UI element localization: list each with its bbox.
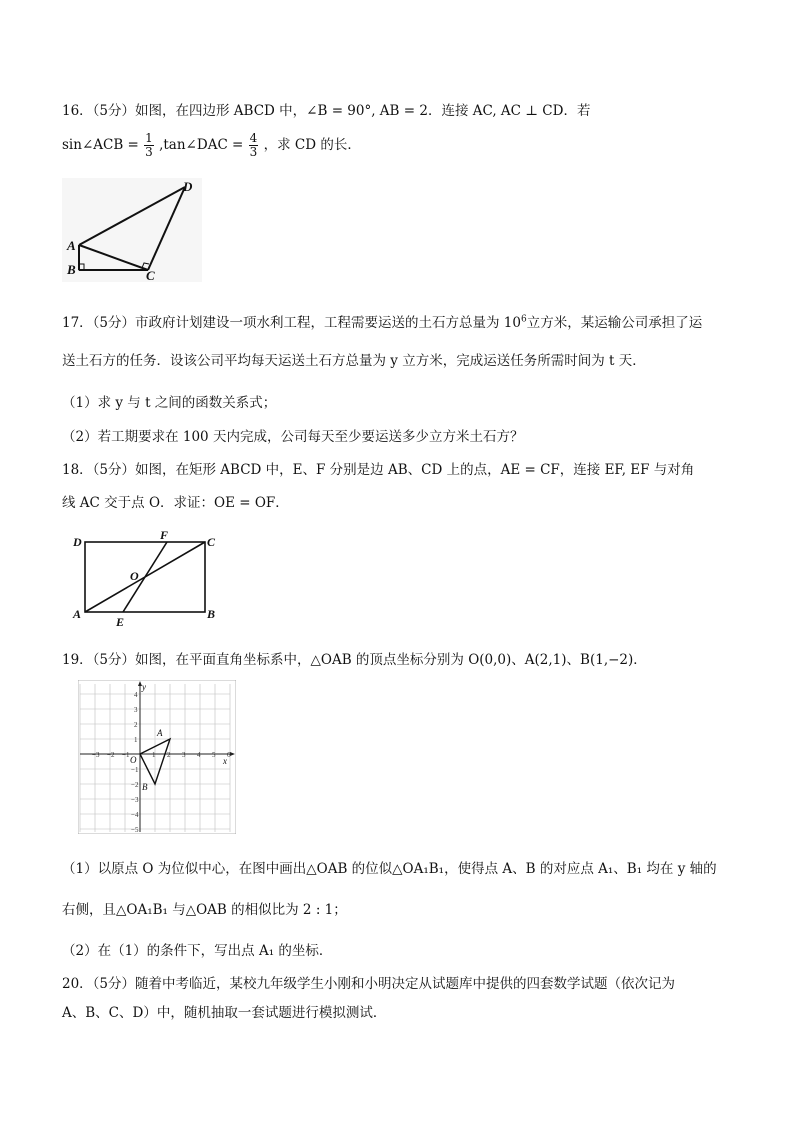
q19-y-tick-label: 3 <box>134 706 138 714</box>
q19-x-tick-label: 2 <box>167 751 171 759</box>
q16-figure <box>62 178 202 282</box>
q16-sin-prefix: sin∠ACB = <box>62 137 139 153</box>
q19-label-y: y <box>142 682 146 692</box>
q19-x-tick-label: 5 <box>212 751 216 759</box>
q17-line2: 送土石方的任务．设该公司平均每天运送土石方总量为 y 立方米，完成运送任务所需时间为 t 天． <box>62 353 646 369</box>
q16-label-c: C <box>146 268 155 282</box>
q19-label-o: O <box>130 755 137 765</box>
q20-line2: A、B、C、D）中，随机抽取一套试题进行模拟测试． <box>62 1005 387 1021</box>
q19-y-tick-label: −3 <box>131 796 139 804</box>
q16-sin-num: 1 <box>145 131 153 145</box>
q17-line1-a: 17．（5分）市政府计划建设一项水利工程，工程需要运送的土石方总量为 10 <box>62 315 521 331</box>
q19-y-tick-label: 4 <box>134 691 138 699</box>
q18-line1: 18．（5分）如图，在矩形 ABCD 中，E、F 分别是边 AB、CD 上的点，AE = CF，连接 EF, EF 与对角 <box>62 462 695 478</box>
q19-x-tick-label: −3 <box>92 751 100 759</box>
q19-x-tick-label: 1 <box>152 751 156 759</box>
q19-line1: 19．（5分）如图，在平面直角坐标系中，△OAB 的顶点坐标分别为 O(0,0)、A(2,1)、B(1,−2)． <box>62 652 647 668</box>
q17-exponent: 6 <box>521 314 527 325</box>
q16-label-d: D <box>183 179 193 194</box>
q19-x-tick-label: 4 <box>197 751 201 759</box>
q16-line2 <box>62 132 361 159</box>
q16-sin-den: 3 <box>145 145 153 159</box>
q18-figure <box>70 530 230 630</box>
q19-x-tick-label: 6 <box>227 751 231 759</box>
q16-label-b: B <box>67 262 76 277</box>
q19-y-tick-label: 1 <box>134 736 138 744</box>
q16-line1: 16．（5分）如图，在四边形 ABCD 中，∠B = 90°, AB = 2．连接 AC, AC ⊥ CD．若 <box>62 103 591 119</box>
q18-label-o: O <box>130 569 139 583</box>
q19-coordinate-grid <box>78 680 236 834</box>
q17-line1-b: 立方米，某运输公司承担了运 <box>526 315 703 331</box>
q18-label-e: E <box>116 615 125 629</box>
q17-line1 <box>62 311 702 331</box>
q19-y-tick-label: −2 <box>131 781 139 789</box>
q19-x-tick-label: 3 <box>182 751 186 759</box>
q16-tan-fraction <box>249 132 259 159</box>
q16-label-a: A <box>67 238 76 253</box>
q20-line1: 20．（5分）随着中考临近，某校九年级学生小刚和小明决定从试题库中提供的四套数学试题（依次记为 <box>62 976 676 992</box>
q19-label-x: x <box>223 756 227 766</box>
q19-y-tick-label: −4 <box>131 811 139 819</box>
q19-y-tick-label: −1 <box>131 766 139 774</box>
q16-tan-den: 3 <box>249 145 258 159</box>
q19-sub1-line2: 右侧，且△OA₁B₁ 与△OAB 的相似比为 2 : 1； <box>62 902 347 918</box>
q16-sin-fraction <box>144 132 154 159</box>
q16-tan-prefix: ,tan∠DAC = <box>159 137 244 153</box>
q19-label-a: A <box>157 728 163 738</box>
q19-label-b: B <box>142 782 148 792</box>
q18-line2: 线 AC 交于点 O．求证：OE = OF． <box>62 495 289 511</box>
q19-x-tick-label: −1 <box>122 751 130 759</box>
q18-label-b: B <box>207 607 216 621</box>
q18-label-c: C <box>207 535 216 549</box>
q16-tail: ，求 CD 的长． <box>263 137 361 153</box>
q18-label-d: D <box>73 535 82 549</box>
q19-sub2: （2）在（1）的条件下，写出点 A₁ 的坐标． <box>62 943 333 959</box>
q19-x-tick-label: −2 <box>107 751 115 759</box>
q19-sub1-line1: （1）以原点 O 为位似中心，在图中画出△OAB 的位似△OA₁B₁，使得点 A、B 的对应点 A₁、B₁ 均在 y 轴的 <box>62 861 717 877</box>
q16-tan-num: 4 <box>249 131 258 145</box>
q19-y-tick-label: −5 <box>131 826 139 834</box>
q17-sub2: （2）若工期要求在 100 天内完成，公司每天至少要运送多少立方米土石方？ <box>62 429 524 445</box>
q17-sub1: （1）求 y 与 t 之间的函数关系式； <box>62 395 277 411</box>
q18-label-a: A <box>73 607 82 621</box>
q19-y-tick-label: 2 <box>134 721 138 729</box>
q18-label-f: F <box>160 530 169 542</box>
